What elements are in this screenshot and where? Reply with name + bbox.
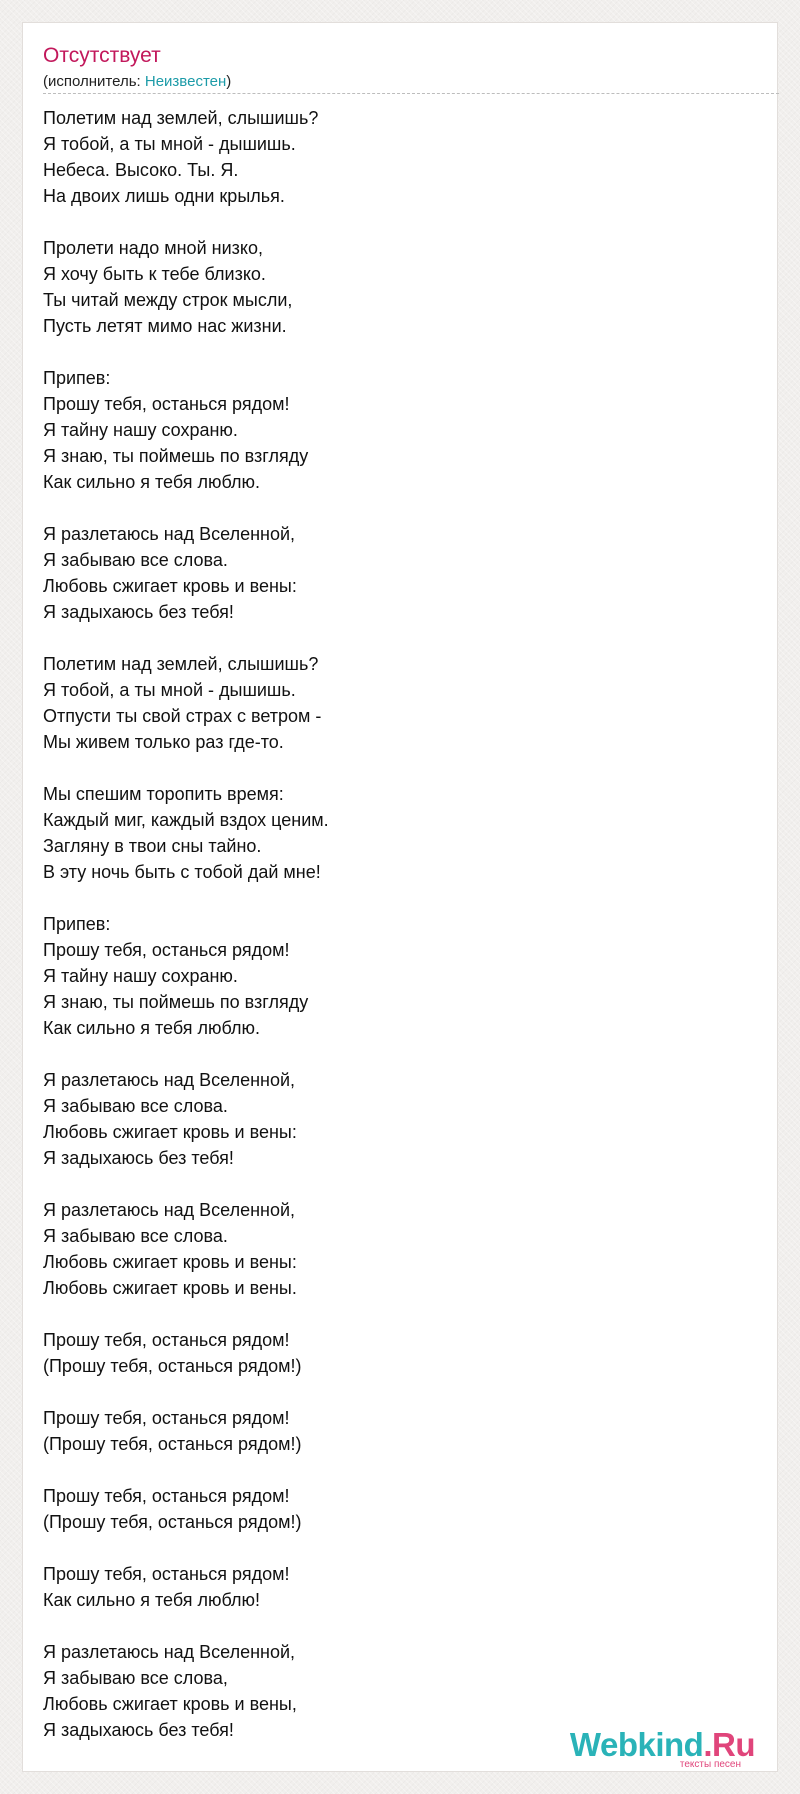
lyrics-line: Я знаю, ты поймешь по взгляду [43,992,309,1012]
lyrics-stanza [43,521,329,625]
lyrics-line: Я разлетаюсь над Вселенной, [43,524,296,544]
watermark-tld: .Ru [703,1726,755,1763]
lyrics-line: Пролети надо мной низко, [43,238,263,258]
lyrics-line: Полетим над землей, слышишь? [43,108,319,128]
artist-suffix: ) [226,73,232,90]
lyrics-line: Припев: [43,368,111,388]
lyrics-line: Прошу тебя, останься рядом! [43,394,290,414]
lyrics-line: Я задыхаюсь без тебя! [43,1148,234,1168]
lyrics-stanza [43,1639,329,1743]
lyrics-line: Я забываю все слова. [43,1096,228,1116]
lyrics-line: Отпусти ты свой страх с ветром - [43,706,322,726]
lyrics-line: Как сильно я тебя люблю. [43,1018,261,1038]
header-divider [43,93,779,94]
lyrics-stanza [43,1483,329,1535]
lyrics-line: Пусть летят мимо нас жизни. [43,316,287,336]
lyrics-stanza [43,1405,329,1457]
lyrics-line: Припев: [43,914,111,934]
site-watermark [570,1728,755,1770]
lyrics-line: На двоих лишь одни крылья. [43,186,285,206]
lyrics-stanza [43,105,329,209]
lyrics-line: (Прошу тебя, останься рядом!) [43,1356,302,1376]
artist-link[interactable]: Неизвестен [144,73,227,90]
lyrics-line: Любовь сжигает кровь и вены: [43,1122,297,1142]
lyrics-line: Я забываю все слова, [43,1668,228,1688]
lyrics-line: Каждый миг, каждый вздох ценим. [43,810,329,830]
lyrics-line: Я разлетаюсь над Вселенной, [43,1200,296,1220]
watermark-brand: Webkind [569,1726,704,1763]
lyrics-stanza [43,781,329,885]
lyrics-line: Ты читай между строк мысли, [43,290,293,310]
lyrics-line: Я разлетаюсь над Вселенной, [43,1642,296,1662]
lyrics-line: Прошу тебя, останься рядом! [43,1330,290,1350]
artist-prefix: (исполнитель: [43,73,145,90]
lyrics-line: (Прошу тебя, останься рядом!) [43,1512,302,1532]
lyrics-line: Загляну в твои сны тайно. [43,836,262,856]
lyrics-line: Я тобой, а ты мной - дышишь. [43,134,296,154]
lyrics-line: (Прошу тебя, останься рядом!) [43,1434,302,1454]
lyrics-stanza [43,911,329,1041]
lyrics-stanza [43,1327,329,1379]
lyrics-line: Прошу тебя, останься рядом! [43,1408,290,1428]
lyrics-line: Как сильно я тебя люблю! [43,1590,261,1610]
lyrics-line: Я разлетаюсь над Вселенной, [43,1070,296,1090]
lyrics-line: Любовь сжигает кровь и вены: [43,1252,297,1272]
lyrics-line: Я задыхаюсь без тебя! [43,1720,234,1740]
lyrics-card [22,22,778,1772]
lyrics-stanza [43,651,329,755]
lyrics-line: Я забываю все слова. [43,1226,228,1246]
lyrics-line: Небеса. Высоко. Ты. Я. [43,160,239,180]
song-title: Отсутствует [43,44,161,67]
lyrics-line: В эту ночь быть с тобой дай мне! [43,862,321,882]
lyrics-stanza [43,1197,329,1301]
lyrics-stanza [43,235,329,339]
lyrics-line: Мы спешим торопить время: [43,784,284,804]
lyrics-line: Я тайну нашу сохраню. [43,420,238,440]
lyrics-stanza [43,1561,329,1613]
lyrics-line: Я тайну нашу сохраню. [43,966,238,986]
lyrics-body [43,105,329,1743]
lyrics-stanza [43,365,329,495]
lyrics-line: Любовь сжигает кровь и вены. [43,1278,297,1298]
lyrics-line: Любовь сжигает кровь и вены: [43,576,297,596]
lyrics-line: Я забываю все слова. [43,550,228,570]
lyrics-stanza [43,1067,329,1171]
lyrics-line: Прошу тебя, останься рядом! [43,1486,290,1506]
lyrics-line: Я задыхаюсь без тебя! [43,602,234,622]
lyrics-line: Я знаю, ты поймешь по взгляду [43,446,309,466]
lyrics-line: Мы живем только раз где-то. [43,732,284,752]
artist-line [43,73,231,91]
lyrics-line: Как сильно я тебя люблю. [43,472,261,492]
watermark-logo [570,1728,755,1762]
lyrics-line: Полетим над землей, слышишь? [43,654,319,674]
lyrics-line: Я хочу быть к тебе близко. [43,264,266,284]
lyrics-line: Прошу тебя, останься рядом! [43,1564,290,1584]
lyrics-line: Прошу тебя, останься рядом! [43,940,290,960]
lyrics-line: Я тобой, а ты мной - дышишь. [43,680,296,700]
watermark-tagline: тексты песен [679,1759,741,1770]
lyrics-line: Любовь сжигает кровь и вены, [43,1694,297,1714]
